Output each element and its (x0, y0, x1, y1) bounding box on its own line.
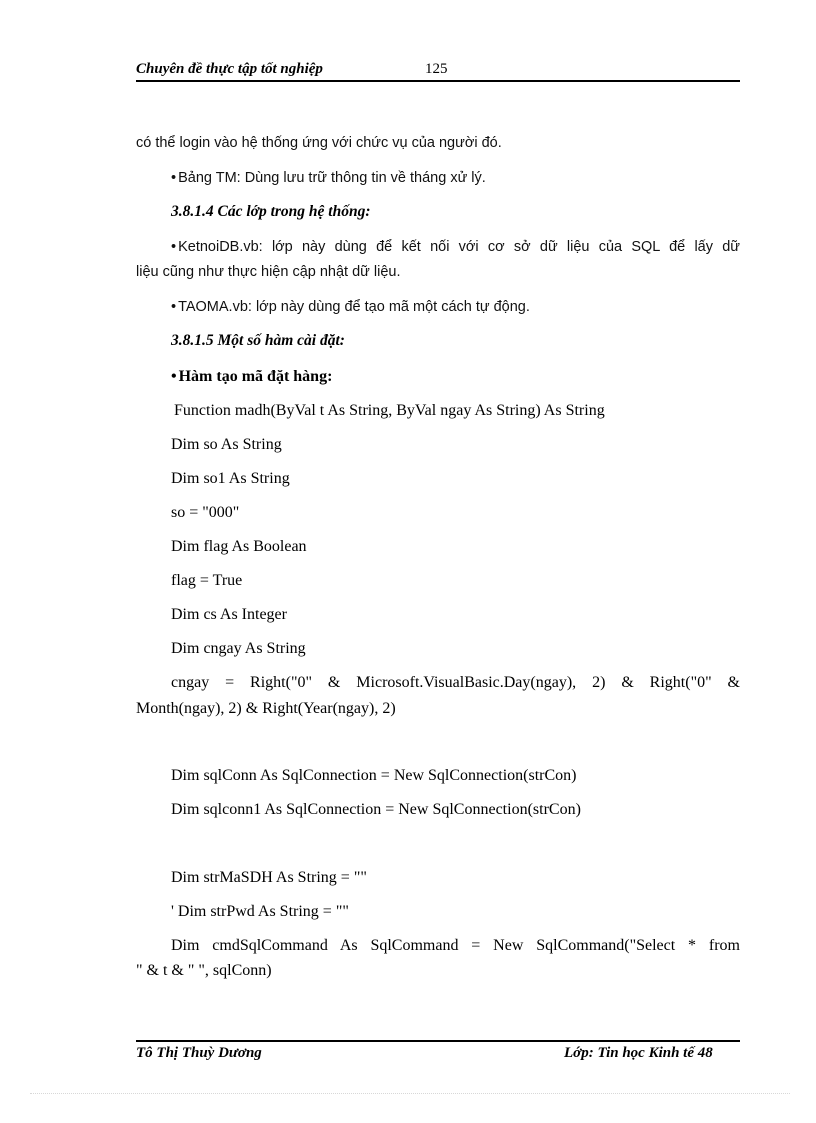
footer-class: Lớp: Tin học Kinh tế 48 (564, 1045, 713, 1061)
code-line: Dim so As String (171, 436, 282, 453)
section-heading-classes: 3.8.1.4 Các lớp trong hệ thống: (171, 203, 371, 220)
bullet-item-table-tm: • Bảng TM: Dùng lưu trữ thông tin về tháng xử lý. (171, 168, 740, 188)
body-paragraph: có thể login vào hệ thống ứng với chức vụ của người đó. (136, 135, 502, 151)
code-line: Dim cmdSqlCommand As SqlCommand = New SqlCommand("Select * from (171, 937, 740, 954)
code-line: Dim so1 As String (171, 470, 290, 487)
body-paragraph-continuation: liệu cũng như thực hiện cập nhật dữ liệu. (136, 264, 401, 280)
code-line: Dim cngay As String (171, 640, 306, 657)
code-comment: ' Dim strPwd As String = "" (171, 903, 349, 920)
bullet-item-taoma: • TAOMA.vb: lớp này dùng để tạo mã một cách tự động. (171, 297, 740, 317)
page-bottom-dotted-border (30, 1093, 790, 1094)
header-divider (136, 80, 740, 82)
footer-author: Tô Thị Thuỳ Dương (136, 1045, 262, 1061)
footer-divider (136, 1040, 740, 1042)
bullet-item-ketnoidb: • KetnoiDB.vb: lớp này dùng để kết nối với cơ sở dữ liệu của SQL để lấy dữ (171, 237, 740, 257)
page-number: 125 (425, 61, 448, 77)
header-title: Chuyên đề thực tập tốt nghiệp (136, 61, 323, 77)
code-line-continuation: " & t & " ", sqlConn) (136, 962, 272, 979)
code-line: cngay = Right("0" & Microsoft.VisualBasic.Day(ngay), 2) & Right("0" & (171, 674, 740, 691)
code-line: flag = True (171, 572, 243, 589)
code-line: Dim sqlConn As SqlConnection = New SqlConnection(strCon) (171, 767, 577, 784)
code-line: Dim cs As Integer (171, 606, 287, 623)
section-heading-functions: 3.8.1.5 Một số hàm cài đặt: (171, 332, 345, 349)
subheading-order-code: • Hàm tạo mã đặt hàng: (171, 367, 740, 387)
code-line: so = "000" (171, 504, 240, 521)
code-line: Dim flag As Boolean (171, 538, 307, 555)
code-line: Dim strMaSDH As String = "" (171, 869, 367, 886)
code-line: Function madh(ByVal t As String, ByVal ngay As String) As String (174, 402, 605, 419)
code-line-continuation: Month(ngay), 2) & Right(Year(ngay), 2) (136, 700, 396, 717)
code-line: Dim sqlconn1 As SqlConnection = New SqlConnection(strCon) (171, 801, 581, 818)
